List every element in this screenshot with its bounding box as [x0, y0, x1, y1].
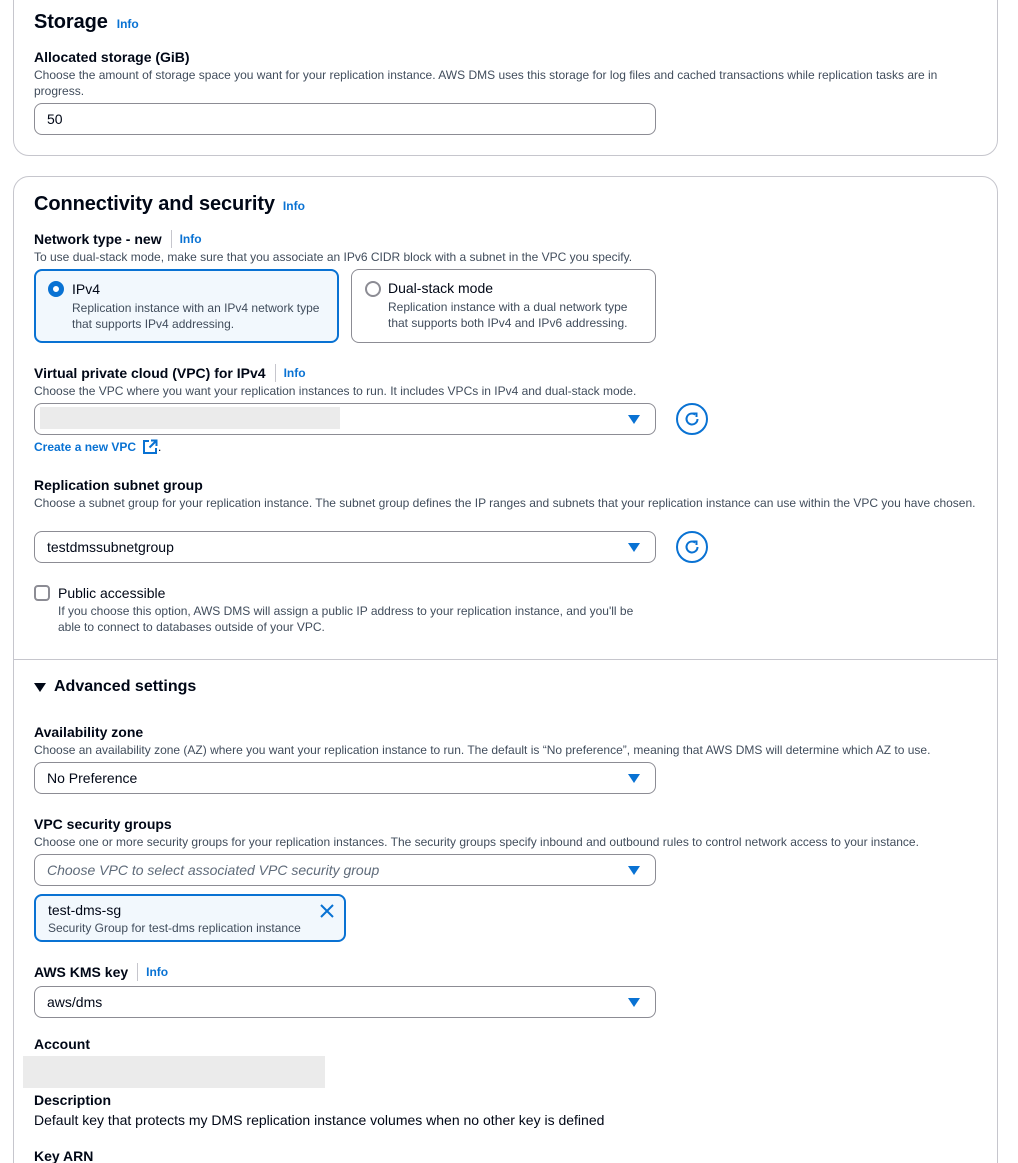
account-redacted-value — [23, 1056, 325, 1088]
refresh-icon — [683, 538, 701, 556]
kms-info-link[interactable]: Info — [146, 965, 169, 979]
subnet-select[interactable] — [34, 531, 656, 563]
close-icon[interactable] — [319, 903, 335, 919]
dualstack-title: Dual-stack mode — [388, 280, 494, 296]
vpc-label-row — [34, 364, 306, 382]
connectivity-title: Connectivity and security — [34, 193, 275, 215]
label-separator — [171, 230, 172, 248]
kms-label-row — [34, 963, 168, 981]
description-label: Description — [34, 1092, 112, 1108]
storage-title: Storage — [34, 11, 108, 33]
sg-token — [34, 894, 346, 942]
section-divider — [13, 659, 998, 660]
chevron-down-icon — [628, 415, 640, 424]
chevron-down-icon — [628, 866, 640, 875]
advanced-settings-toggle[interactable] — [34, 678, 196, 696]
kms-value: aws/dms — [47, 994, 103, 1010]
create-vpc-link[interactable]: Create a new VPC — [34, 440, 137, 454]
subnet-value: testdmssubnetgroup — [47, 539, 174, 555]
allocated-storage-label: Allocated storage (GiB) — [34, 49, 190, 65]
caret-down-icon — [34, 683, 46, 692]
allocated-storage-desc: Choose the amount of storage space you want for your replication instance. AWS DMS uses this storage for log files and cached transactions while replication tasks are in progress. — [34, 68, 938, 98]
external-link-icon[interactable] — [142, 439, 158, 455]
sg-placeholder: Choose VPC to select associated VPC security group — [47, 862, 380, 878]
az-label: Availability zone — [34, 724, 144, 740]
az-desc: Choose an availability zone (AZ) where you want your replication instance to run. The default is “No preference”, meaning that AWS DMS will determine which AZ to use. — [34, 743, 931, 757]
refresh-icon — [683, 410, 701, 428]
network-type-dualstack-tile[interactable] — [351, 269, 656, 343]
connectivity-header — [34, 193, 305, 216]
sg-token-desc: Security Group for test-dms replication instance — [48, 921, 301, 935]
dualstack-desc: Replication instance with a dual network type that supports both IPv4 and IPv6 addressing. — [388, 300, 628, 330]
storage-info-link[interactable]: Info — [116, 17, 139, 31]
ipv4-radio[interactable] — [48, 281, 64, 297]
allocated-storage-input[interactable] — [34, 103, 656, 135]
chevron-down-icon — [628, 998, 640, 1007]
vpc-label: Virtual private cloud (VPC) for IPv4 — [34, 365, 266, 381]
storage-header — [34, 11, 139, 34]
az-select[interactable] — [34, 762, 656, 794]
az-value: No Preference — [47, 770, 138, 786]
vpc-select[interactable] — [34, 403, 656, 435]
public-accessible-label[interactable]: Public accessible — [58, 585, 166, 601]
sg-token-title: test-dms-sg — [48, 902, 122, 918]
public-accessible-checkbox[interactable] — [34, 585, 50, 601]
network-type-desc: To use dual-stack mode, make sure that you associate an IPv6 CIDR block with a subnet in the VPC you specify. — [34, 250, 633, 264]
ipv4-desc: Replication instance with an IPv4 network type that supports IPv4 addressing. — [72, 301, 320, 331]
vpc-refresh-button[interactable] — [676, 403, 708, 435]
network-type-ipv4-tile[interactable] — [34, 269, 339, 343]
label-separator — [275, 364, 276, 382]
vpc-redacted-value — [40, 407, 340, 429]
vpc-desc: Choose the VPC where you want your replication instances to run. It includes VPCs in IPv4 and dual-stack mode. — [34, 384, 637, 398]
label-separator — [137, 963, 138, 981]
ipv4-title: IPv4 — [72, 281, 101, 297]
vpc-info-link[interactable]: Info — [283, 366, 306, 380]
description-value: Default key that protects my DMS replication instance volumes when no other key is defined — [34, 1112, 605, 1128]
kms-select[interactable] — [34, 986, 656, 1018]
allocated-storage-value: 50 — [47, 111, 63, 127]
subnet-refresh-button[interactable] — [676, 531, 708, 563]
network-type-label: Network type - new — [34, 231, 162, 247]
create-vpc-row — [34, 439, 161, 455]
sg-label: VPC security groups — [34, 816, 172, 832]
kms-label: AWS KMS key — [34, 964, 129, 980]
connectivity-info-link[interactable]: Info — [282, 199, 305, 213]
chevron-down-icon — [628, 774, 640, 783]
dualstack-radio[interactable] — [365, 281, 381, 297]
public-accessible-desc: If you choose this option, AWS DMS will assign a public IP address to your replication instance, and you'll be able to connect to databases outside of your VPC. — [58, 604, 634, 634]
chevron-down-icon — [628, 543, 640, 552]
sg-select[interactable] — [34, 854, 656, 886]
subnet-desc: Choose a subnet group for your replication instance. The subnet group defines the IP ranges and subnets that your replication instance can use within the VPC you have chosen. — [34, 496, 976, 510]
network-type-info-link[interactable]: Info — [179, 232, 202, 246]
advanced-settings-title: Advanced settings — [54, 678, 197, 695]
sg-desc: Choose one or more security groups for your replication instances. The security groups specify inbound and outbound rules to control network access to your instance. — [34, 835, 919, 849]
account-label: Account — [34, 1036, 90, 1052]
key-arn-label: Key ARN — [34, 1148, 94, 1163]
subnet-label: Replication subnet group — [34, 477, 203, 493]
create-vpc-suffix: . — [158, 440, 162, 454]
network-type-label-row — [34, 230, 202, 248]
